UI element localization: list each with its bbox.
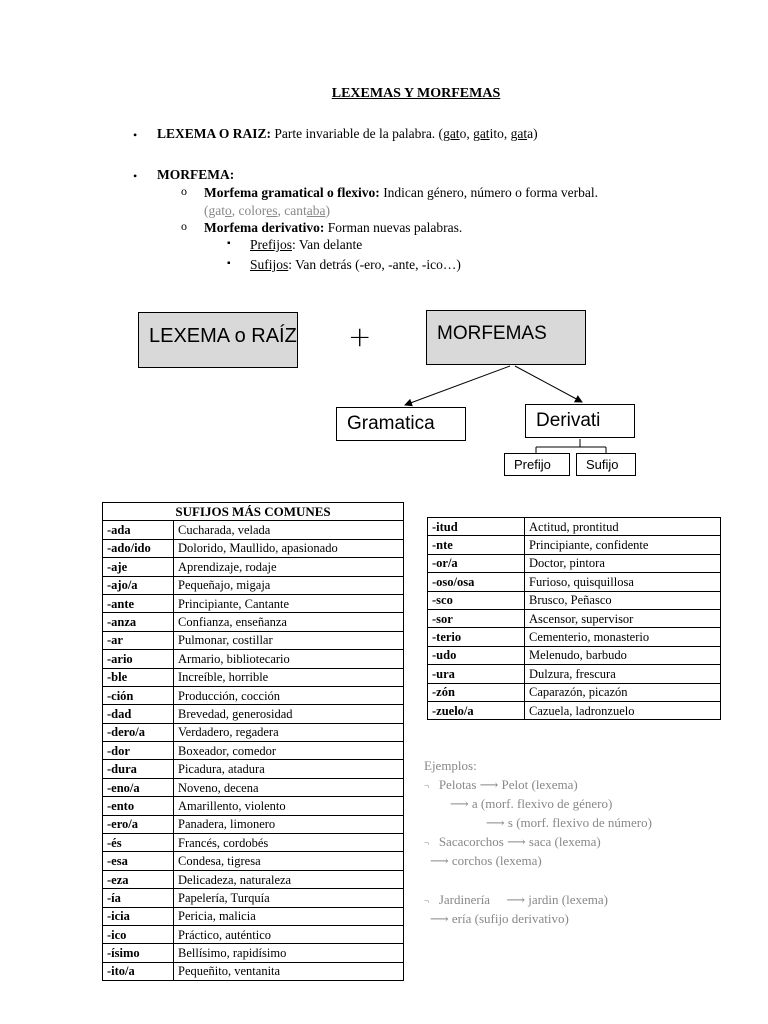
gramatica-box: Gramatica [336,407,466,441]
suffix-cell: -aje [103,558,174,576]
lexema-ex1-end: o [459,126,467,141]
bullet-morfema: • [133,169,138,183]
gram-ex3b: aba [306,203,326,218]
derivativo-label: Morfema derivativo: [204,220,325,235]
prefijos-text: : Van delante [292,237,363,252]
example-line-4 [424,834,601,850]
suffix-cell: -eza [103,870,174,888]
arrow-to-gramatica [405,366,510,405]
table-row [103,613,404,631]
suffix-cell: -sor [428,609,525,627]
example-cell: Condesa, tigresa [174,852,404,870]
table-row [103,539,404,557]
example-cell: Verdadero, regadera [174,723,404,741]
table-row [428,665,721,683]
example-cell: Furioso, quisquillosa [525,573,721,591]
table-row [428,628,721,646]
suffix-cell: -dor [103,742,174,760]
example-cell: Principiante, Cantante [174,594,404,612]
table-row [103,650,404,668]
sufijos-label: Sufijos [250,257,289,272]
lexema-box: LEXEMA o RAÍZ [138,312,298,368]
table-row [103,944,404,962]
plus-sign: + [348,320,372,353]
morfemas-box: MORFEMAS [426,310,586,365]
suffix-cell: -és [103,834,174,852]
table-row [428,591,721,609]
example-cell: Papelería, Turquía [174,889,404,907]
gram-ex2b: es [266,203,278,218]
table-row [103,852,404,870]
example-cell: Melenudo, barbudo [525,646,721,664]
suffix-cell: -ía [103,889,174,907]
table-row [103,576,404,594]
example-cell: Caparazón, picazón [525,683,721,701]
table-row [103,778,404,796]
example-text-1: Pelotas ⟶ Pelot (lexema) [438,777,578,792]
example-line-6 [424,892,608,908]
example-line-1 [424,777,578,793]
table-row [103,760,404,778]
example-line-7: ⟶ ería (sufijo derivativo) [430,911,569,926]
arrow-to-derivativo [515,366,582,402]
suffix-cell: -ante [103,594,174,612]
example-cell: Principiante, confidente [525,536,721,554]
suffix-cell: -ito/a [103,962,174,980]
suffix-cell: -ura [428,665,525,683]
square-bullet-prefijos: ▪ [227,238,231,249]
suffix-cell: -sco [428,591,525,609]
example-cell: Práctico, auténtico [174,925,404,943]
gram-ex-close: ) [325,203,330,218]
table-row [103,870,404,888]
square-bullet-sufijos: ▪ [227,258,231,269]
example-cell: Picadura, atadura [174,760,404,778]
example-cell: Brusco, Peñasco [525,591,721,609]
example-cell: Cucharada, velada [174,521,404,539]
example-text-4: Sacacorchos ⟶ saca (lexema) [438,834,601,849]
suffix-cell: -eno/a [103,778,174,796]
example-cell: Confianza, enseñanza [174,613,404,631]
example-cell: Boxeador, comedor [174,742,404,760]
sufijos-table [102,502,404,981]
example-cell: Amarillento, violento [174,797,404,815]
example-cell: Ascensor, supervisor [525,609,721,627]
example-symbol: ¬ [424,896,430,906]
suffix-cell: -ble [103,668,174,686]
table-row [103,705,404,723]
table-row [428,573,721,591]
example-cell: Noveno, decena [174,778,404,796]
example-cell: Cementerio, monasterio [525,628,721,646]
suffix-cell: -oso/osa [428,573,525,591]
lexema-ex2-end: ito [489,126,504,141]
suffix-cell: -zón [428,683,525,701]
suffix-cell: -dura [103,760,174,778]
prefijos-label: Prefijos [250,237,292,252]
example-symbol: ¬ [424,781,430,791]
example-symbol: ¬ [424,838,430,848]
example-cell: Increíble, horrible [174,668,404,686]
gramatical-label: Morfema gramatical o flexivo: [204,185,380,200]
suffix-cell: -ico [103,925,174,943]
table-row [103,907,404,925]
table-row [428,518,721,536]
table-row [103,815,404,833]
suffix-cell: -icia [103,907,174,925]
suffix-cell: -dad [103,705,174,723]
example-cell: Doctor, pintora [525,554,721,572]
derivativo-box: Derivati [525,404,635,438]
example-cell: Pequeñajo, migaja [174,576,404,594]
sufijos-text: : Van detrás (-ero, -ante, -ico…) [288,257,461,272]
derivativo-text: Forman nuevas palabras. [324,220,463,235]
suffix-cell: -itud [428,518,525,536]
table-row [103,962,404,980]
example-text-6: Jardinería ⟶ jardin (lexema) [438,892,608,907]
gram-ex-open: (gat [204,203,225,218]
example-cell: Dulzura, frescura [525,665,721,683]
lexema-ex1-root: gat [443,126,460,141]
suffix-cell: -ajo/a [103,576,174,594]
suffix-cell: -esa [103,852,174,870]
sub-bullet-gramatical: o [181,184,187,198]
table-row [103,889,404,907]
gram-ex1: o [225,203,232,218]
suffix-cell: -or/a [428,554,525,572]
suffix-cell: -ado/ido [103,539,174,557]
sub-bullet-derivativo: o [181,219,187,233]
suffix-cell: -ero/a [103,815,174,833]
example-line-3: ⟶ s (morf. flexivo de número) [486,815,652,830]
suffix-cell: -udo [428,646,525,664]
example-cell: Armario, bibliotecario [174,650,404,668]
table-row [428,536,721,554]
table-row [103,925,404,943]
suffix-cell: -ar [103,631,174,649]
example-cell: Actitud, prontitud [525,518,721,536]
example-cell: Pequeñito, ventanita [174,962,404,980]
suffix-cell: -nte [428,536,525,554]
suffix-cell: -dero/a [103,723,174,741]
example-cell: Aprendizaje, rodaje [174,558,404,576]
example-cell: Delicadeza, naturaleza [174,870,404,888]
example-line-5: ⟶ corchos (lexema) [430,853,542,868]
suffix-cell: -ción [103,686,174,704]
sufijos-table-header: SUFIJOS MÁS COMUNES [103,503,404,521]
example-cell: Pericia, malicia [174,907,404,925]
suffix-cell: -terio [428,628,525,646]
example-cell: Pulmonar, costillar [174,631,404,649]
page-title: LEXEMAS Y MORFEMAS [331,86,501,101]
lexema-text: Parte invariable de la palabra. ( [271,126,444,141]
table-row [428,683,721,701]
example-cell: Panadera, limonero [174,815,404,833]
table-row [103,686,404,704]
morfema-label: MORFEMA: [157,167,235,182]
example-cell: Producción, cocción [174,686,404,704]
table-row [103,797,404,815]
suffix-cell: -zuelo/a [428,701,525,719]
sufijo-box: Sufijo [576,453,636,476]
table-row [428,609,721,627]
lexema-definition: LEXEMA O RAIZ: Parte invariable de la palabra. (gato, gatito, gata) [157,126,538,141]
table-row [103,594,404,612]
example-cell: Francés, cordobés [174,834,404,852]
lexema-ex3-end: a [527,126,534,141]
gram-ex3a: , cant [277,203,307,218]
suffix-cell: -ento [103,797,174,815]
gramatical-text: Indican género, número o forma verbal. [379,185,598,200]
table-row [103,668,404,686]
table-row [103,631,404,649]
lexema-ex2-root: gat [473,126,490,141]
lexema-ex3-root: gat [510,126,528,141]
table-row [428,646,721,664]
suffix-cell: -ada [103,521,174,539]
example-cell: Cazuela, ladronzuelo [525,701,721,719]
suffix-cell: -ísimo [103,944,174,962]
table-row [428,554,721,572]
table-row [103,723,404,741]
table-row [103,742,404,760]
gram-ex2a: , color [231,203,267,218]
table-row [103,834,404,852]
suffix-cell: -ario [103,650,174,668]
example-cell: Brevedad, generosidad [174,705,404,723]
table-row [428,701,721,719]
example-cell: Dolorido, Maullido, apasionado [174,539,404,557]
example-line-2: ⟶ a (morf. flexivo de género) [450,796,613,811]
table-row [103,558,404,576]
lexema-label: LEXEMA O RAIZ: [157,126,272,141]
bullet-lexema: • [133,128,138,142]
suffix-cell: -anza [103,613,174,631]
examples-heading: Ejemplos: [424,758,477,773]
table-row [103,521,404,539]
sufijos-table-2 [427,517,721,720]
lexema-close: ) [533,126,538,141]
example-cell: Bellísimo, rapidísimo [174,944,404,962]
prefijo-box: Prefijo [504,453,570,476]
